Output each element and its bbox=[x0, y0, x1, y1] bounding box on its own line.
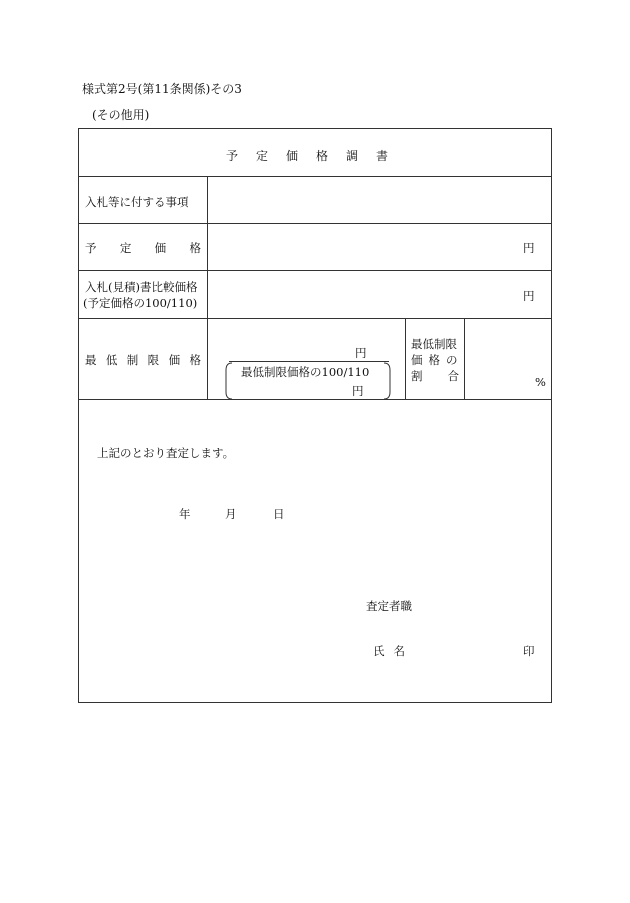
char: 氏 bbox=[373, 644, 385, 658]
divider bbox=[79, 223, 551, 224]
column-divider bbox=[405, 318, 406, 399]
ratio-label-line3 bbox=[411, 368, 459, 384]
min-limit-note: 最低制限価格の100/110 bbox=[241, 365, 370, 379]
column-divider bbox=[207, 176, 208, 399]
name-label bbox=[373, 643, 405, 659]
form-number: 様式第2号(第11条関係)その3 bbox=[82, 82, 242, 96]
ratio-label-line2: 価格の bbox=[411, 353, 464, 367]
char: 格 bbox=[189, 241, 201, 255]
divider bbox=[79, 176, 551, 177]
date-month: 月 bbox=[225, 507, 237, 521]
char: 最 bbox=[85, 353, 97, 367]
divider bbox=[79, 318, 551, 319]
label-min-limit-price bbox=[85, 352, 201, 368]
date-day: 日 bbox=[273, 507, 285, 521]
char: 価 bbox=[154, 241, 167, 255]
table-title: 予定価格調書 bbox=[225, 149, 406, 163]
unit-percent: % bbox=[535, 375, 546, 389]
assessor-title: 査定者職 bbox=[366, 599, 412, 613]
unit-yen: 円 bbox=[355, 346, 367, 360]
char: 制 bbox=[126, 353, 139, 367]
form-subtitle: (その他用) bbox=[92, 108, 150, 122]
date-year: 年 bbox=[179, 507, 191, 521]
ratio-label-line1: 最低制限 bbox=[411, 337, 457, 351]
char: 定 bbox=[119, 241, 132, 255]
appraisal-form-table bbox=[78, 128, 552, 703]
char: 合 bbox=[447, 369, 459, 383]
char: 低 bbox=[105, 353, 118, 367]
unit-yen: 円 bbox=[523, 289, 535, 303]
char: 限 bbox=[147, 353, 160, 367]
label-bid-matter: 入札等に付する事項 bbox=[85, 195, 189, 209]
char: 格 bbox=[189, 353, 201, 367]
unit-yen: 円 bbox=[523, 241, 535, 255]
char: 価 bbox=[168, 353, 181, 367]
seal-mark: 印 bbox=[523, 644, 535, 658]
statement: 上記のとおり査定します。 bbox=[97, 446, 235, 460]
char: 予 bbox=[85, 241, 97, 255]
column-divider bbox=[464, 318, 465, 399]
label-comparison-line1: 入札(見積)書比較価格 bbox=[85, 280, 198, 294]
char: 割 bbox=[411, 369, 423, 383]
divider bbox=[79, 270, 551, 271]
label-comparison-line2: (予定価格の100/110) bbox=[83, 296, 198, 310]
label-planned-price bbox=[85, 240, 201, 256]
unit-yen: 円 bbox=[352, 384, 364, 398]
char: 名 bbox=[393, 644, 405, 658]
